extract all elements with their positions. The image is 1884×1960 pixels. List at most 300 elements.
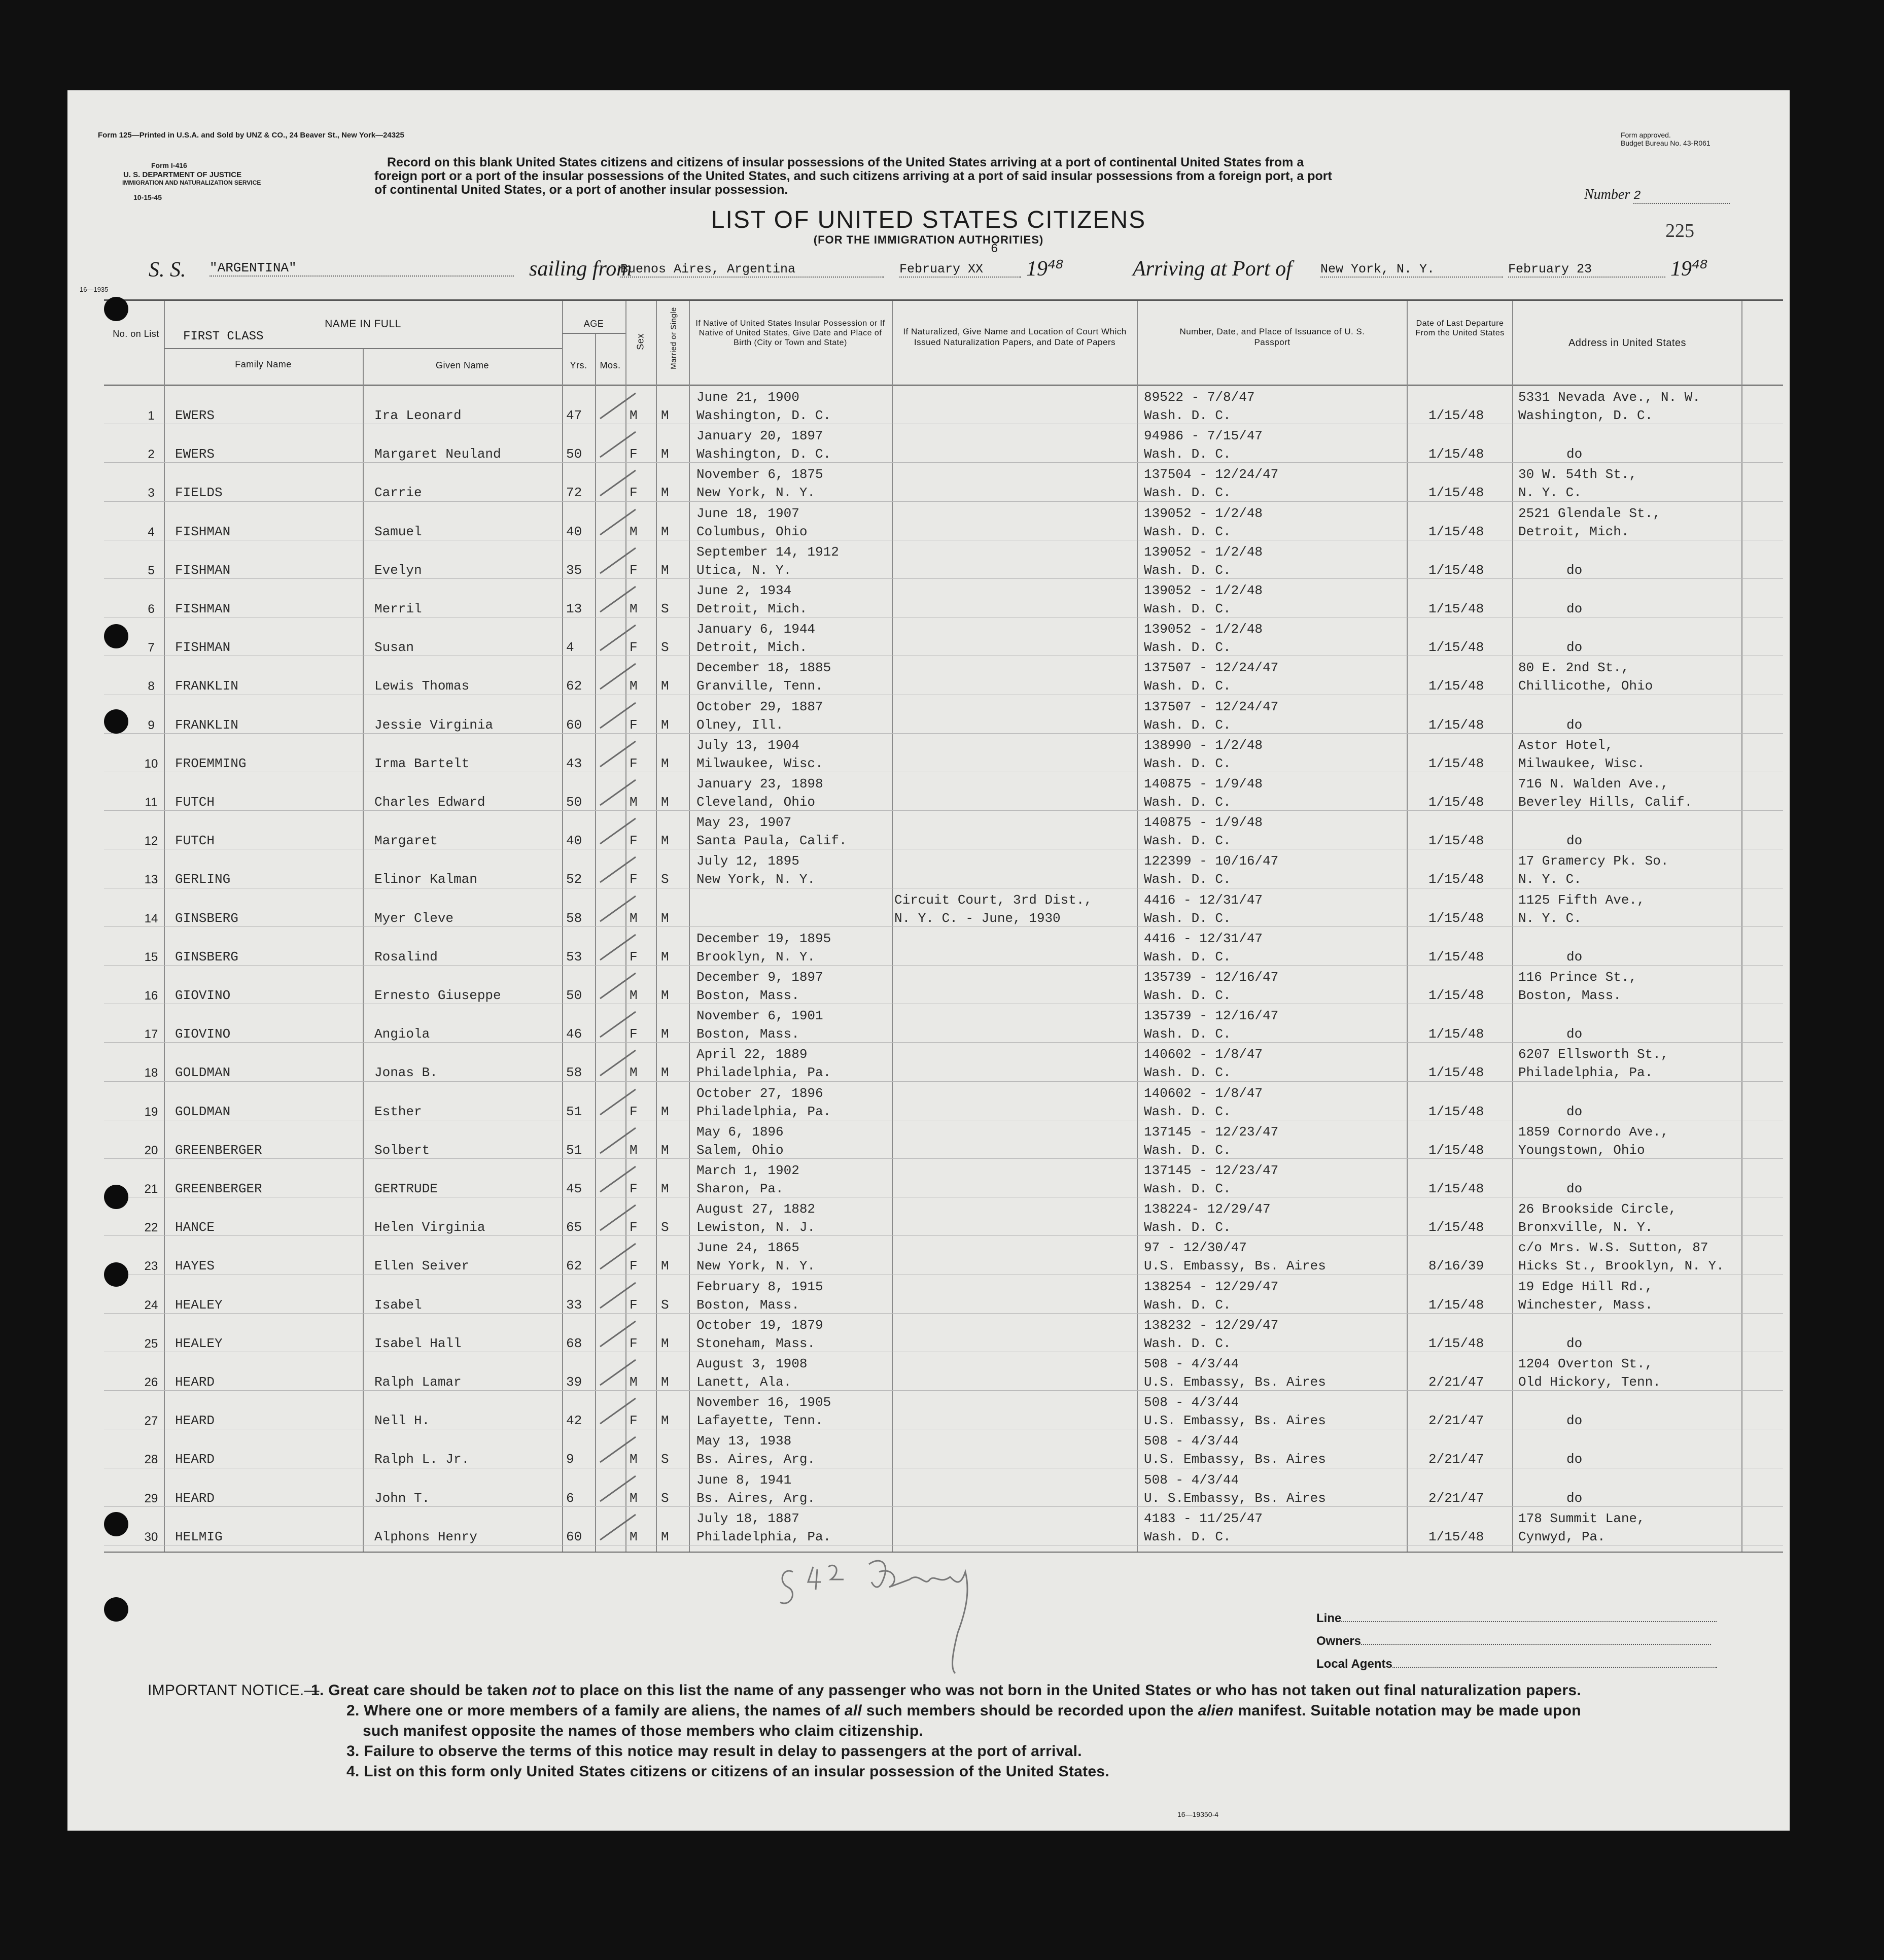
age-years: 35 — [566, 562, 582, 578]
address-line-1: 26 Brookside Circle, — [1518, 1201, 1677, 1217]
sex: F — [630, 755, 638, 771]
address-line-1: 178 Summit Lane, — [1518, 1510, 1645, 1526]
address-line-1: 5331 Nevada Ave., N. W. — [1518, 390, 1700, 405]
address-line-1: 19 Edge Hill Rd., — [1518, 1279, 1653, 1294]
given-name: Elinor Kalman — [374, 872, 477, 887]
birth-place: Detroit, Mich. — [696, 601, 808, 616]
ship-name: "ARGENTINA" — [210, 260, 514, 277]
last-departure: 1/15/48 — [1428, 1335, 1484, 1351]
header-departure: Date of Last Departure From the United States — [1415, 319, 1505, 337]
address-line-2: Chillicothe, Ohio — [1518, 678, 1653, 694]
check-mark-icon — [598, 1280, 638, 1311]
family-name: HEALEY — [175, 1297, 223, 1313]
marital-status: M — [661, 1026, 669, 1042]
row-number: 30 — [144, 1530, 158, 1544]
side-mark: 16—1935 — [80, 286, 109, 293]
passport-place: Wash. D. C. — [1144, 988, 1231, 1003]
row-number: 19 — [144, 1105, 158, 1119]
birth-date: April 22, 1889 — [696, 1047, 808, 1062]
row-rule — [104, 733, 1783, 734]
printer-line: Form 125—Printed in U.S.A. and Sold by UNZ & CO., 24 Beaver St., New York—24325 — [98, 131, 404, 140]
address-line-2: Hicks St., Brooklyn, N. Y. — [1518, 1258, 1724, 1274]
family-name: FUTCH — [175, 833, 215, 849]
check-mark-icon — [598, 1241, 638, 1271]
family-name: HEALEY — [175, 1335, 223, 1351]
birth-place: Sharon, Pa. — [696, 1181, 784, 1196]
passport-place: Wash. D. C. — [1144, 1181, 1231, 1196]
birth-place: Santa Paula, Calif. — [696, 833, 847, 849]
passport-number: 4416 - 12/31/47 — [1144, 892, 1263, 908]
row-number: 9 — [148, 718, 155, 732]
passport-number: 140602 - 1/8/47 — [1144, 1047, 1263, 1062]
notice-item-2-part-a: 2. Where one or more members of a family are aliens, the names of — [346, 1702, 845, 1719]
header-sex: Sex — [635, 333, 646, 350]
ship-field — [210, 260, 514, 277]
family-name: GINSBERG — [175, 949, 238, 965]
row-rule — [104, 501, 1783, 502]
arrival-port: New York, N. Y. — [1320, 262, 1503, 278]
given-name: Samuel — [374, 524, 422, 539]
arrival-year: 48 — [1692, 257, 1708, 272]
sex: F — [630, 1335, 638, 1351]
passport-number: 138990 - 1/2/48 — [1144, 737, 1263, 753]
address-line-1: 1204 Overton St., — [1518, 1356, 1653, 1371]
birth-place: Columbus, Ohio — [696, 524, 808, 539]
sex: F — [630, 485, 638, 501]
age-years: 65 — [566, 1220, 582, 1235]
sex: F — [630, 833, 638, 849]
notice-item-2-part-c: manifest. Suitable notation may be made upon — [1233, 1702, 1581, 1719]
passport-place: Wash. D. C. — [1144, 833, 1231, 849]
sailing-day-correction: 6 — [991, 243, 998, 256]
number-label: Number — [1584, 187, 1630, 202]
punch-hole — [104, 1597, 128, 1622]
passport-number: 122399 - 10/16/47 — [1144, 853, 1279, 869]
last-departure: 1/15/48 — [1428, 1297, 1484, 1313]
birth-date: August 3, 1908 — [696, 1356, 808, 1371]
check-mark-icon — [598, 739, 638, 769]
passport-number: 140875 - 1/9/48 — [1144, 776, 1263, 792]
passport-number: 140602 - 1/8/47 — [1144, 1085, 1263, 1101]
last-departure: 1/15/48 — [1428, 988, 1484, 1003]
given-name: Susan — [374, 640, 414, 656]
address-line-2: Old Hickory, Tenn. — [1518, 1374, 1661, 1390]
passport-number: 89522 - 7/8/47 — [1144, 390, 1255, 405]
passport-place: U.S. Embassy, Bs. Aires — [1144, 1374, 1326, 1390]
given-name: Ralph L. Jr. — [374, 1452, 470, 1467]
department-name: U. S. DEPARTMENT OF JUSTICE — [123, 170, 242, 179]
last-departure: 1/15/48 — [1428, 640, 1484, 656]
address-line-1: 80 E. 2nd St., — [1518, 660, 1629, 676]
last-departure: 1/15/48 — [1428, 833, 1484, 849]
birth-date: June 21, 1900 — [696, 390, 799, 405]
marital-status: M — [661, 1258, 669, 1274]
number-field — [1584, 187, 1730, 204]
sex: M — [630, 678, 638, 694]
birth-place: Philadelphia, Pa. — [696, 1065, 831, 1081]
address-line-1: 116 Prince St., — [1518, 970, 1637, 985]
given-name: Nell H. — [374, 1413, 430, 1429]
given-name: Ira Leonard — [374, 408, 462, 423]
sex: F — [630, 717, 638, 733]
address-line-1: 17 Gramercy Pk. So. — [1518, 853, 1669, 869]
row-number: 17 — [144, 1027, 158, 1042]
marital-status: M — [661, 408, 669, 423]
birth-date: November 6, 1901 — [696, 1008, 823, 1024]
passport-place: Wash. D. C. — [1144, 1297, 1231, 1313]
passport-number: 97 - 12/30/47 — [1144, 1240, 1247, 1256]
check-mark-icon — [598, 1202, 638, 1233]
passport-place: Wash. D. C. — [1144, 755, 1231, 771]
notice-item-3: 3. Failure to observe the terms of this notice may result in delay to passengers at the port of arrival. — [346, 1743, 1082, 1760]
marital-status: S — [661, 1297, 669, 1313]
marital-status: M — [661, 1413, 669, 1429]
sex: F — [630, 1104, 638, 1119]
row-number: 10 — [144, 757, 158, 771]
check-mark-icon — [598, 816, 638, 849]
punch-hole — [104, 1262, 128, 1287]
last-departure: 1/15/48 — [1428, 910, 1484, 926]
address-line-2: Youngstown, Ohio — [1518, 1142, 1645, 1158]
address-line-2: do — [1566, 1452, 1583, 1467]
marital-status: M — [661, 485, 669, 501]
given-name: Irma Bartelt — [374, 755, 470, 771]
address-line-2: Winchester, Mass. — [1518, 1297, 1653, 1313]
check-mark-icon — [598, 1357, 638, 1388]
address-line-2: Boston, Mass. — [1518, 988, 1621, 1003]
row-number: 11 — [145, 796, 158, 809]
address-line-1: 2521 Glendale St., — [1518, 505, 1661, 521]
notice-heading: IMPORTANT NOTICE.— — [148, 1682, 320, 1699]
marital-status: M — [661, 1529, 669, 1544]
check-mark-icon — [598, 468, 638, 501]
given-name: Esther — [374, 1104, 422, 1119]
last-departure: 2/21/47 — [1428, 1490, 1484, 1506]
passport-number: 138254 - 12/29/47 — [1144, 1279, 1279, 1294]
naturalization-court: Circuit Court, 3rd Dist., — [894, 892, 1093, 908]
age-years: 42 — [566, 1413, 582, 1429]
row-number: 12 — [144, 834, 158, 848]
last-departure: 1/15/48 — [1428, 1181, 1484, 1196]
passport-place: Wash. D. C. — [1144, 562, 1231, 578]
row-number: 8 — [148, 679, 155, 694]
sex: F — [630, 1258, 638, 1274]
check-mark-icon — [598, 391, 638, 421]
address-line-2: N. Y. C. — [1518, 910, 1582, 926]
birth-date: March 1, 1902 — [696, 1163, 799, 1178]
passport-number: 137507 - 12/24/47 — [1144, 699, 1279, 714]
header-first-class: FIRST CLASS — [183, 330, 264, 343]
arrival-date: February 23 — [1508, 262, 1665, 278]
address-line-1: Astor Hotel, — [1518, 737, 1614, 753]
header-age: AGE — [583, 319, 604, 329]
family-name: HEARD — [175, 1490, 215, 1506]
sailing-date-field — [899, 262, 1021, 278]
sex: F — [630, 872, 638, 887]
passport-number: 137507 - 12/24/47 — [1144, 660, 1279, 676]
birth-date: January 6, 1944 — [696, 622, 816, 637]
passport-number: 137145 - 12/23/47 — [1144, 1124, 1279, 1140]
birth-date: June 24, 1865 — [696, 1240, 799, 1256]
passport-place: Wash. D. C. — [1144, 601, 1231, 616]
punch-hole — [104, 297, 128, 321]
row-number: 1 — [148, 409, 155, 423]
sex: F — [630, 1297, 638, 1313]
last-departure: 1/15/48 — [1428, 1065, 1484, 1081]
header-family-name: Family Name — [235, 359, 292, 369]
notice-item-1 — [311, 1682, 1581, 1699]
passport-number: 138232 - 12/29/47 — [1144, 1317, 1279, 1333]
age-years: 60 — [566, 1529, 582, 1544]
given-name: Solbert — [374, 1142, 430, 1158]
address-line-2: Washington, D. C. — [1518, 408, 1653, 423]
last-departure: 1/15/48 — [1428, 562, 1484, 578]
row-number: 23 — [144, 1259, 158, 1274]
row-number: 25 — [144, 1336, 158, 1351]
passport-number: 138224- 12/29/47 — [1144, 1201, 1271, 1217]
birth-place: Granville, Tenn. — [696, 678, 823, 694]
sex: M — [630, 1142, 638, 1158]
passport-place: Wash. D. C. — [1144, 1065, 1231, 1081]
birth-date: January 20, 1897 — [696, 428, 823, 444]
header-naturalized: If Naturalized, Give Name and Location of Court Which Issued Naturalization Papers, and Date of Papers — [903, 327, 1127, 347]
passport-place: Wash. D. C. — [1144, 446, 1231, 462]
address-line-2: do — [1566, 1104, 1583, 1119]
passport-place: Wash. D. C. — [1144, 1220, 1231, 1235]
check-mark-icon — [598, 1125, 638, 1156]
address-line-2: do — [1566, 1490, 1583, 1506]
sailing-from-field — [620, 262, 884, 278]
notice-item-1-emphasis: not — [532, 1682, 556, 1699]
birth-date: May 23, 1907 — [696, 815, 792, 831]
sex: F — [630, 1026, 638, 1042]
last-departure: 1/15/48 — [1428, 601, 1484, 616]
given-name: Evelyn — [374, 562, 422, 578]
punch-hole — [104, 624, 128, 648]
sex: F — [630, 1220, 638, 1235]
sex: F — [630, 446, 638, 462]
check-mark-icon — [598, 854, 638, 885]
row-number: 16 — [144, 989, 158, 1003]
last-departure: 1/15/48 — [1428, 524, 1484, 539]
header-no: No. on List — [113, 329, 159, 339]
naturalization-date: N. Y. C. - June, 1930 — [894, 910, 1061, 926]
row-rule — [104, 1081, 1783, 1082]
passport-place: U.S. Embassy, Bs. Aires — [1144, 1413, 1326, 1429]
given-name: Angiola — [374, 1026, 430, 1042]
row-number: 26 — [144, 1376, 158, 1389]
last-departure: 1/15/48 — [1428, 872, 1484, 887]
instructions-line-1: Record on this blank United States citizens and citizens of insular possessions of the United States arriving at a port of continental United States from a — [387, 155, 1304, 169]
birth-date: June 18, 1907 — [696, 505, 799, 521]
age-years: 13 — [566, 601, 582, 616]
marital-status: M — [661, 446, 669, 462]
family-name: GOLDMAN — [175, 1104, 231, 1119]
punch-hole — [104, 709, 128, 734]
marital-status: S — [661, 1220, 669, 1235]
given-name: Isabel — [374, 1297, 422, 1313]
marital-status: S — [661, 872, 669, 887]
passport-number: 137145 - 12/23/47 — [1144, 1163, 1279, 1178]
passport-place: Wash. D. C. — [1144, 795, 1231, 810]
notice-item-2-part-b: such members should be recorded upon the — [862, 1702, 1198, 1719]
passport-place: Wash. D. C. — [1144, 678, 1231, 694]
given-name: Jessie Virginia — [374, 717, 494, 733]
marital-status: M — [661, 678, 669, 694]
passport-place: Wash. D. C. — [1144, 1026, 1231, 1042]
address-line-2: do — [1566, 1413, 1583, 1429]
family-name: GREENBERGER — [175, 1142, 262, 1158]
passport-number: 139052 - 1/2/48 — [1144, 505, 1263, 521]
passport-place: U.S. Embassy, Bs. Aires — [1144, 1258, 1326, 1274]
sex: M — [630, 1529, 638, 1544]
page-stamp: 225 — [1665, 220, 1694, 242]
row-number: 29 — [144, 1491, 158, 1505]
check-mark-icon — [598, 1473, 638, 1504]
address-line-2: do — [1566, 640, 1583, 656]
sailing-month: February XX — [899, 262, 1021, 278]
sailing-year-field — [1026, 257, 1063, 281]
sailing-label: sailing from — [529, 257, 632, 281]
check-mark-icon — [598, 623, 638, 656]
sex: M — [630, 795, 638, 810]
family-name: HEARD — [175, 1452, 215, 1467]
birth-place: Washington, D. C. — [696, 446, 831, 462]
line-label: Line — [1316, 1611, 1342, 1625]
row-rule — [104, 578, 1783, 579]
last-departure: 1/15/48 — [1428, 755, 1484, 771]
row-number: 27 — [144, 1414, 158, 1428]
family-name: FUTCH — [175, 795, 215, 810]
address-line-2: N. Y. C. — [1518, 872, 1582, 887]
passport-place: Wash. D. C. — [1144, 949, 1231, 965]
sex: M — [630, 601, 638, 616]
sex: F — [630, 562, 638, 578]
given-name: Jonas B. — [374, 1065, 438, 1081]
given-name: Isabel Hall — [374, 1335, 462, 1351]
row-number: 5 — [148, 563, 155, 577]
last-departure: 1/15/48 — [1428, 1104, 1484, 1119]
punch-hole — [104, 1512, 128, 1536]
birth-place: Philadelphia, Pa. — [696, 1104, 831, 1119]
address-line-2: Beverley Hills, Calif. — [1518, 795, 1693, 810]
check-mark-icon — [598, 1319, 638, 1349]
arrival-port-field — [1320, 262, 1503, 278]
row-number: 7 — [148, 641, 155, 655]
passport-number: 140875 - 1/9/48 — [1144, 815, 1263, 831]
passport-place: Wash. D. C. — [1144, 485, 1231, 501]
last-departure: 1/15/48 — [1428, 1142, 1484, 1158]
family-name: GIOVINO — [175, 1026, 231, 1042]
col-line — [363, 349, 364, 1552]
row-number: 15 — [144, 950, 158, 964]
age-years: 62 — [566, 1258, 582, 1274]
passport-place: Wash. D. C. — [1144, 1335, 1231, 1351]
arrival-year-field — [1670, 257, 1707, 281]
family-name: FRANKLIN — [175, 717, 238, 733]
check-mark-icon — [598, 507, 638, 537]
marital-status: S — [661, 1490, 669, 1506]
header-married-single: Married or Single — [669, 307, 678, 369]
table-header-rule — [104, 385, 1783, 386]
given-name: Charles Edward — [374, 795, 485, 810]
sex: M — [630, 1490, 638, 1506]
age-years: 52 — [566, 872, 582, 887]
address-line-2: do — [1566, 446, 1583, 462]
birth-date: December 18, 1885 — [696, 660, 831, 676]
passport-number: 135739 - 12/16/47 — [1144, 970, 1279, 985]
family-name: HAYES — [175, 1258, 215, 1274]
birth-place: Milwaukee, Wisc. — [696, 755, 823, 771]
age-years: 40 — [566, 524, 582, 539]
row-number: 22 — [144, 1221, 158, 1235]
birth-date: June 2, 1934 — [696, 583, 792, 598]
age-years: 53 — [566, 949, 582, 965]
marital-status: M — [661, 1181, 669, 1196]
birth-date: July 18, 1887 — [696, 1510, 799, 1526]
passport-place: Wash. D. C. — [1144, 1142, 1231, 1158]
row-number: 18 — [144, 1066, 158, 1080]
sex: M — [630, 408, 638, 423]
age-subheader-rule — [562, 333, 625, 334]
last-departure: 2/21/47 — [1428, 1413, 1484, 1429]
form-number: Form I-416 — [151, 161, 187, 169]
passport-number: 137504 - 12/24/47 — [1144, 467, 1279, 483]
row-rule — [104, 462, 1783, 463]
birth-date: November 6, 1875 — [696, 467, 823, 483]
row-number: 6 — [148, 602, 155, 616]
passport-place: Wash. D. C. — [1144, 640, 1231, 656]
age-years: 45 — [566, 1181, 582, 1196]
birth-date: February 8, 1915 — [696, 1279, 823, 1294]
address-line-1: 6207 Ellsworth St., — [1518, 1047, 1669, 1062]
address-line-1: 1859 Cornordo Ave., — [1518, 1124, 1669, 1140]
age-years: 72 — [566, 485, 582, 501]
marital-status: M — [661, 1065, 669, 1081]
address-line-2: Cynwyd, Pa. — [1518, 1529, 1606, 1544]
number-value: 2 — [1633, 189, 1730, 204]
row-number: 21 — [144, 1182, 158, 1196]
check-mark-icon — [598, 429, 638, 460]
check-mark-icon — [598, 661, 638, 692]
given-name: GERTRUDE — [374, 1181, 438, 1196]
age-years: 68 — [566, 1335, 582, 1351]
address-line-2: N. Y. C. — [1518, 485, 1582, 501]
marital-status: M — [661, 910, 669, 926]
marital-status: M — [661, 1374, 669, 1390]
age-years: 33 — [566, 1297, 582, 1313]
address-line-1: 1125 Fifth Ave., — [1518, 892, 1645, 908]
age-years: 58 — [566, 1065, 582, 1081]
agents-label: Local Agents — [1316, 1657, 1392, 1671]
marital-status: M — [661, 562, 669, 578]
age-years: 9 — [566, 1452, 574, 1467]
family-name: EWERS — [175, 446, 215, 462]
family-name: HEARD — [175, 1413, 215, 1429]
passport-place: Wash. D. C. — [1144, 717, 1231, 733]
birth-place: Brooklyn, N. Y. — [696, 949, 816, 965]
age-years: 46 — [566, 1026, 582, 1042]
last-departure: 1/15/48 — [1428, 678, 1484, 694]
agents-field — [1316, 1657, 1717, 1671]
check-mark-icon — [598, 584, 638, 614]
notice-item-2-emphasis-1: all — [844, 1702, 862, 1719]
birth-place: Stoneham, Mass. — [696, 1335, 816, 1351]
name-subheader-rule — [164, 348, 562, 349]
approval-line-1: Form approved. — [1621, 131, 1671, 139]
last-departure: 1/15/48 — [1428, 1220, 1484, 1235]
passport-place: U. S.Embassy, Bs. Aires — [1144, 1490, 1326, 1506]
